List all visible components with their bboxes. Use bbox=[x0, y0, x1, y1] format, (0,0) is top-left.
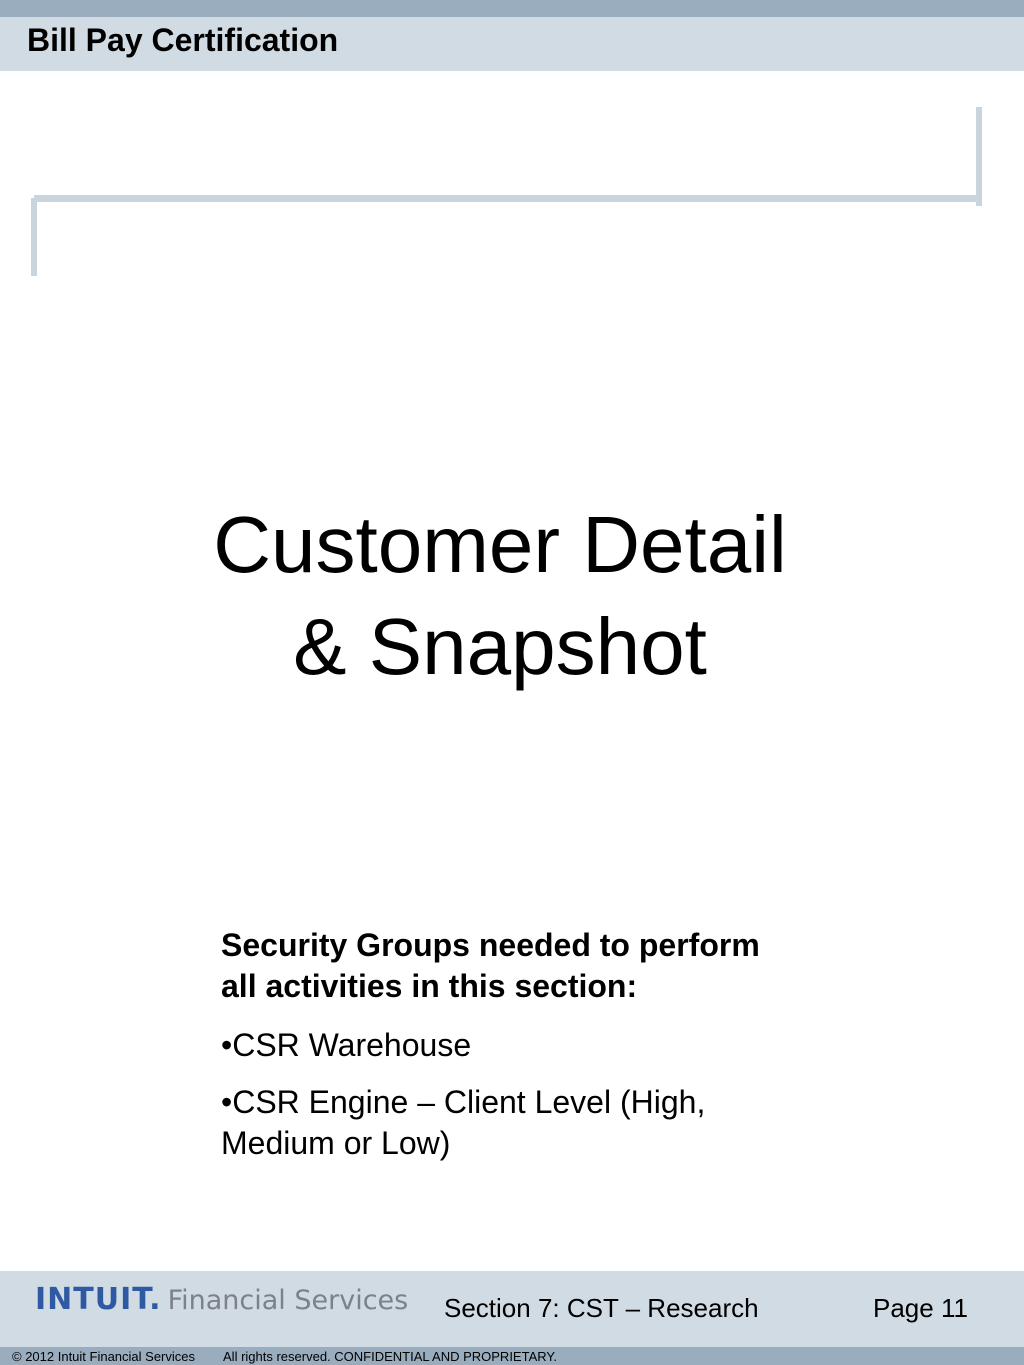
copyright-text: © 2012 Intuit Financial Services bbox=[12, 1349, 196, 1364]
footer-page-number: Page 11 bbox=[873, 1293, 968, 1323]
copyright-line bbox=[12, 1348, 557, 1365]
security-groups-heading bbox=[221, 925, 821, 1007]
security-item-csr-engine bbox=[221, 1082, 821, 1164]
security-item-label: •CSR Engine – Client Level (High, bbox=[221, 1084, 706, 1120]
security-groups-block bbox=[221, 925, 821, 1180]
footer-section-label: Section 7: CST – Research bbox=[444, 1293, 759, 1323]
security-heading-line-2: all activities in this section: bbox=[221, 968, 638, 1004]
security-item-label-continued: Medium or Low) bbox=[221, 1125, 451, 1161]
frame-left-line bbox=[31, 198, 37, 276]
header-title: Bill Pay Certification bbox=[27, 22, 339, 58]
security-item-csr-warehouse bbox=[221, 1025, 821, 1066]
logo-brand: INTUIT. bbox=[35, 1282, 162, 1317]
frame-horizontal-line bbox=[34, 195, 981, 202]
top-strip bbox=[0, 0, 1024, 17]
frame-right-line bbox=[976, 107, 982, 206]
security-heading-line-1: Security Groups needed to perform bbox=[221, 927, 760, 963]
slide-title bbox=[100, 494, 900, 698]
slide-title-line-2: & Snapshot bbox=[293, 602, 707, 691]
intuit-logo bbox=[35, 1282, 408, 1322]
slide-title-line-1: Customer Detail bbox=[213, 500, 787, 589]
rights-text: All rights reserved. CONFIDENTIAL AND PROPRIETARY. bbox=[223, 1349, 558, 1364]
security-item-label: •CSR Warehouse bbox=[221, 1027, 472, 1063]
logo-text: Financial Services bbox=[167, 1285, 409, 1316]
